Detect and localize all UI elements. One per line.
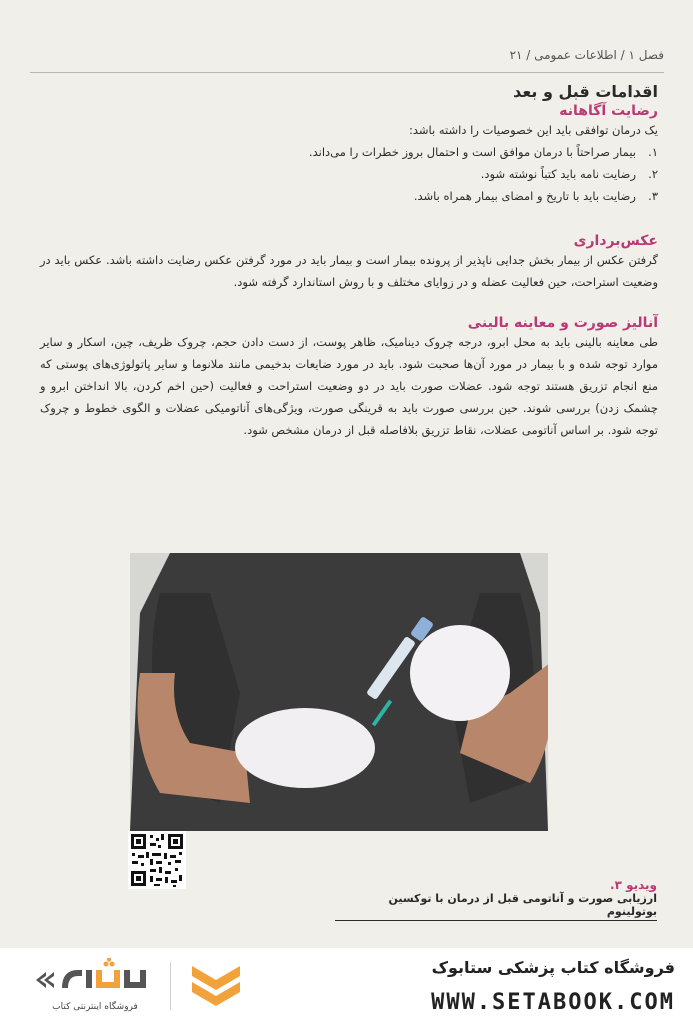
video-title: ارزیابی صورت و آناتومی قبل از درمان با توکسین بوتولینوم (335, 892, 657, 921)
photography-title: عکس‌برداری (573, 233, 658, 249)
consent-list (40, 141, 658, 207)
list-number: ۳. (648, 189, 658, 203)
list-text: بیمار صراحتاً با درمان موافق است و احتمال بروز خطرات را می‌داند. (308, 145, 636, 159)
list-text: رضایت نامه باید کتباً نوشته شود. (480, 167, 636, 181)
consent-title: رضایت آگاهانه (559, 103, 658, 119)
list-item (40, 163, 658, 185)
video-caption (335, 878, 657, 921)
list-item (40, 185, 658, 207)
video-label: ویدیو ۳. (610, 878, 657, 892)
list-number: ۲. (648, 167, 658, 181)
chapter-header-text: فصل ۱ / اطلاعات عمومی / ۲۱ (509, 48, 664, 62)
list-text: رضایت باید با تاریخ و امضای بیمار همراه باشد. (413, 189, 636, 203)
running-header (30, 48, 664, 73)
analysis-title: آنالیز صورت و معاینه بالینی (467, 315, 658, 331)
qr-code[interactable] (128, 831, 186, 889)
consent-intro: یک درمان توافقی باید این خصوصیات را داشته باشد: (408, 123, 658, 137)
photography-text: گرفتن عکس از بیمار بخش جدایی ناپذیر از پرونده بیمار است و بیمار باید در مورد گرفتن عکس رضایت داشته باشد. عکس باید در وضعیت استراحت، حین فعالیت عضله و در زوایای مختلف و با روش استاندارد گرفته شود. (40, 253, 658, 289)
logo-divider (170, 962, 171, 1010)
injection-photo (130, 553, 548, 831)
section-heading: اقدامات قبل و بعد (513, 82, 658, 101)
photo-illustration (130, 553, 548, 831)
store-url-link[interactable]: WWW.SETABOOK.COM (431, 990, 675, 1015)
qr-code-graphic (128, 831, 186, 889)
setabook-chevron-logo-icon (188, 960, 244, 1012)
list-item (40, 141, 658, 163)
list-number: ۱. (648, 145, 658, 159)
analysis-text: طی معاینه بالینی باید به محل ابرو، درجه چروک دینامیک، ظاهر پوست، از دست دادن حجم، چروک ظریف، چین، اسکار و سایر موارد توجه شده و با بیمار در مورد آن‌ها صحبت شود. باید در مورد ضایعات بدخیمی مانند ملانوما و سایر پاتولوژی‌های پوستی که منع انجام تزریق هستند توجه شود. عضلات صورت باید در دو وضعیت استراحت و فعالیت (حین اخم کردن، بالا انداختن ابرو و چشمک زدن) بررسی شوند. حین بررسی صورت باید به قرینگی صورت، ویژگی‌های آناتومیکی عضلات و الگوی خطوط و چروک توجه شود. بر اساس آناتومی عضلات، نقاط تزریق بلافاصله قبل از درمان مشخص شود. (40, 335, 658, 437)
logo-subtitle: فروشگاه اینترنتی کتاب (52, 1002, 138, 1012)
page-content (40, 82, 658, 441)
store-name: فروشگاه کتاب پزشکی ستابوک (431, 958, 675, 977)
